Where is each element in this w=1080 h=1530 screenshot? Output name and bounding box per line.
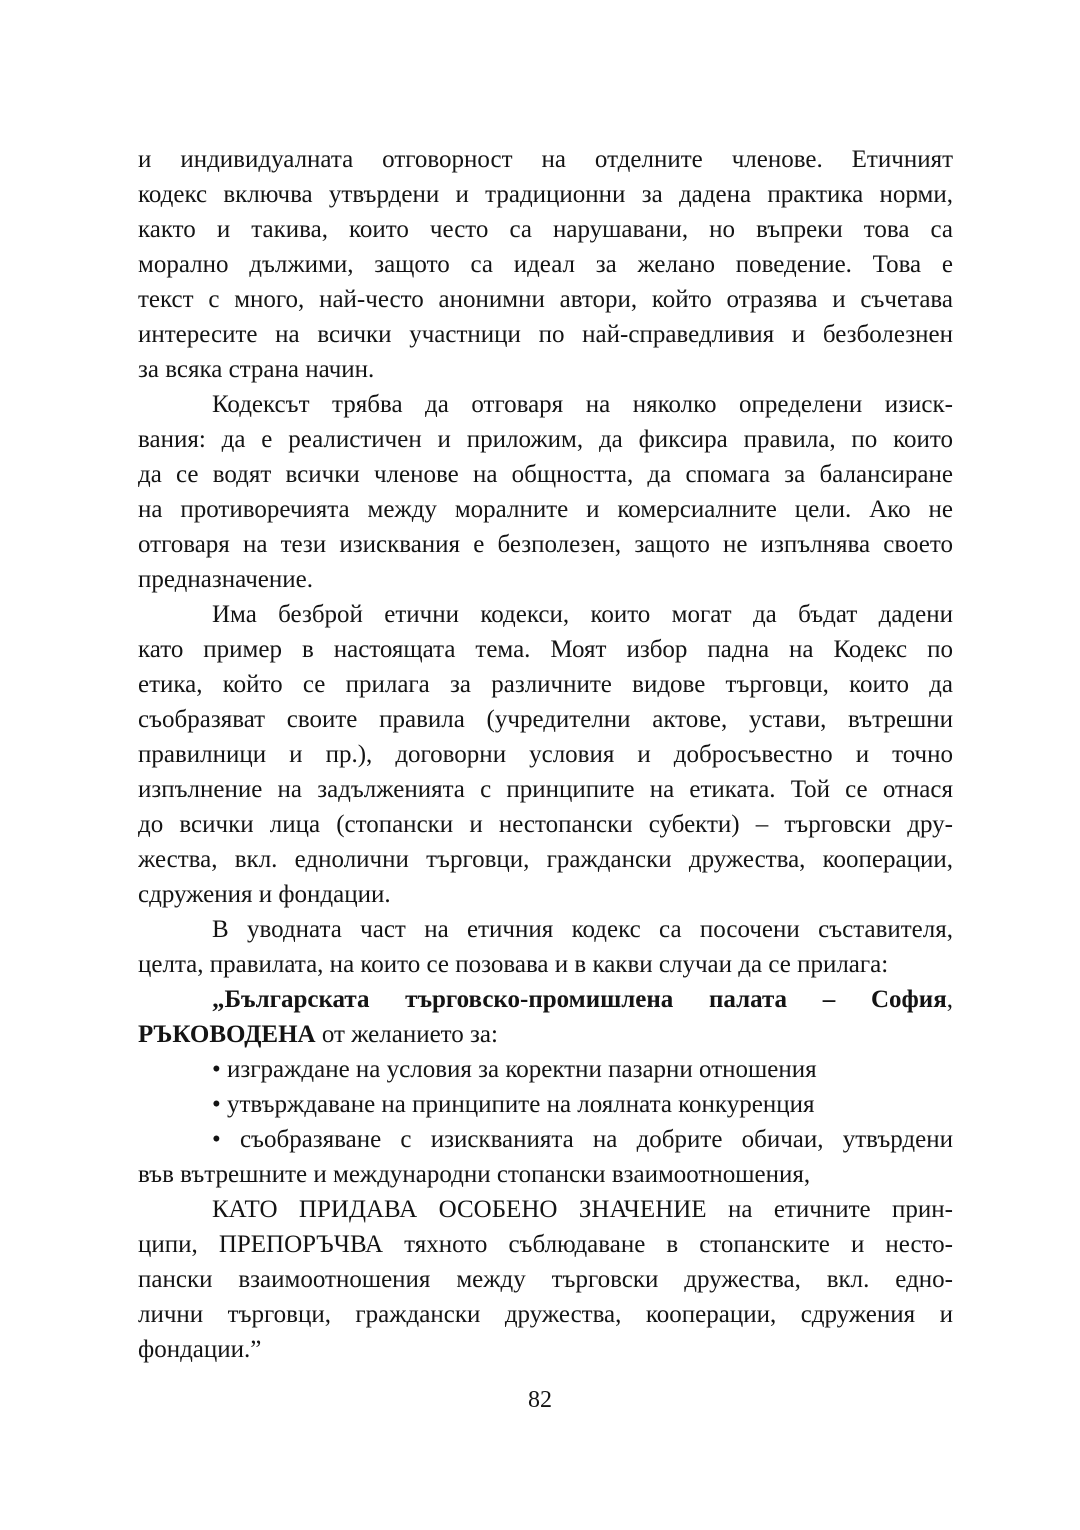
text-fragment: , [946,986,953,1013]
text-line [138,982,953,1017]
text-line: целта, правилата, на които се позовава и в какви случаи да се прилага: [138,951,889,978]
text-line: изпълнение на задълженията с принципите на етиката. Той се отнася [138,776,953,803]
text-fragment: от желанието за: [315,1021,498,1048]
text-line: етика, който се прилага за различните видове търговци, които да [138,671,953,698]
text-line: лични търговци, граждански дружества, кооперации, сдружения и [138,1301,953,1328]
paragraph-6 [138,1192,953,1367]
text-line: Има безброй етични кодекси, които могат да бъдат дадени [212,601,953,628]
text-line: морално дължими, защото са идеал за желано поведение. Това е [138,251,953,278]
text-line: текст с много, най-често анонимни автори, който отразява и съчетава [138,286,953,313]
paragraph-5-quote-intro [138,982,953,1052]
text-line: до всички лица (стопански и нестопански субекти) – търговски дру- [138,811,953,838]
bullet-item: • съобразяване с изискванията на добрите обичаи, утвърдени [212,1126,953,1153]
bullet-item-continuation: във вътрешните и международни стопански взаимоотношения, [138,1161,811,1188]
text-line: фондации.” [138,1336,262,1363]
text-line [138,1017,953,1052]
text-line: Кодексът трябва да отговаря на няколко определени изиск- [212,391,953,418]
page-number: 82 [528,1387,552,1413]
text-line: жества, вкл. еднолични търговци, граждански дружества, кооперации, [138,846,953,873]
text-line: правилници и пр.), договорни условия и добросъвестно и точно [138,741,953,768]
body-text [138,142,953,1367]
text-line: интересите на всички участници по най-справедливия и безболезнен [138,321,953,348]
text-line: както и такива, които често са нарушавани, но въпреки това са [138,216,953,243]
text-line: и индивидуалната отговорност на отделните членове. Етичният [138,146,953,173]
text-line: на противоречията между моралните и комерсиалните цели. Ако не [138,496,953,523]
bullet-item: • изграждане на условия за коректни пазарни отношения [212,1056,817,1083]
bullet-list [138,1052,953,1192]
text-line: кодекс включва утвърдени и традиционни за дадена практика норми, [138,181,953,208]
paragraph-2 [138,387,953,597]
paragraph-3 [138,597,953,912]
text-line: пански взаимоотношения между търговски дружества, вкл. едно- [138,1266,953,1293]
text-line: В уводната част на етичния кодекс са посочени съставителя, [212,916,953,943]
bullet-item: • утвърждаване на принципите на лоялната конкуренция [212,1091,815,1118]
text-line: отговаря на тези изисквания е безполезен, защото не изпълнява своето [138,531,953,558]
text-line: вания: да е реалистичен и приложим, да фиксира правила, по които [138,426,953,453]
bold-text: „Българската търговско-промишлена палата – София [212,986,947,1013]
paragraph-1 [138,142,953,387]
text-line: сдружения и фондации. [138,881,391,908]
text-line: за всяка страна начин. [138,356,375,383]
text-line: съобразяват своите правила (учредителни актове, устави, вътрешни [138,706,953,733]
bold-text: РЪКОВОДЕНА [138,1021,316,1048]
text-line: да се водят всички членове на общността, да спомага за балансиране [138,461,953,488]
text-line: КАТО ПРИДАВА ОСОБЕНО ЗНАЧЕНИЕ на етичните прин- [212,1196,953,1223]
text-line: предназначение. [138,566,313,593]
text-line: като пример в настоящата тема. Моят избор падна на Кодекс по [138,636,953,663]
text-line: ципи, ПРЕПОРЪЧВА тяхното съблюдаване в стопанските и несто- [138,1231,953,1258]
paragraph-4 [138,912,953,982]
